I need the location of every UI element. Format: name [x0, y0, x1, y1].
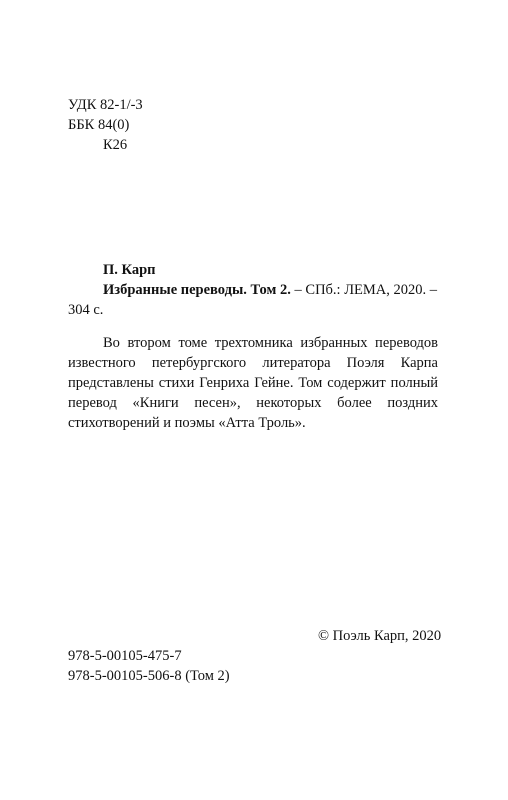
bbk-code: ББК 84(0)	[68, 117, 130, 133]
page-count: 304 с.	[68, 302, 104, 318]
author-name: П. Карп	[103, 262, 156, 278]
book-title: Избранные переводы. Том 2.	[103, 282, 291, 298]
author-mark: К26	[103, 137, 128, 153]
copyright-notice: © Поэль Карп, 2020	[318, 628, 442, 644]
udk-code: УДК 82-1/-3	[68, 97, 143, 113]
bibliographic-title-line	[103, 280, 437, 300]
publication-info: – СПб.: ЛЕМА, 2020. –	[290, 282, 438, 298]
annotation-line: представлены стихи Генриха Гейне. Том содержит полный	[68, 375, 438, 391]
annotation-line: перевод «Книги песен», некоторых более поздних	[68, 395, 438, 411]
isbn-general: 978-5-00105-475-7	[68, 648, 182, 664]
isbn-volume: 978-5-00105-506-8 (Том 2)	[68, 668, 230, 684]
annotation-line: известного петербургского литератора Поэля Карпа	[68, 355, 438, 371]
annotation-line: Во втором томе трехтомника избранных переводов	[103, 335, 438, 351]
annotation-line: стихотворений и поэмы «Атта Троль».	[68, 415, 306, 431]
